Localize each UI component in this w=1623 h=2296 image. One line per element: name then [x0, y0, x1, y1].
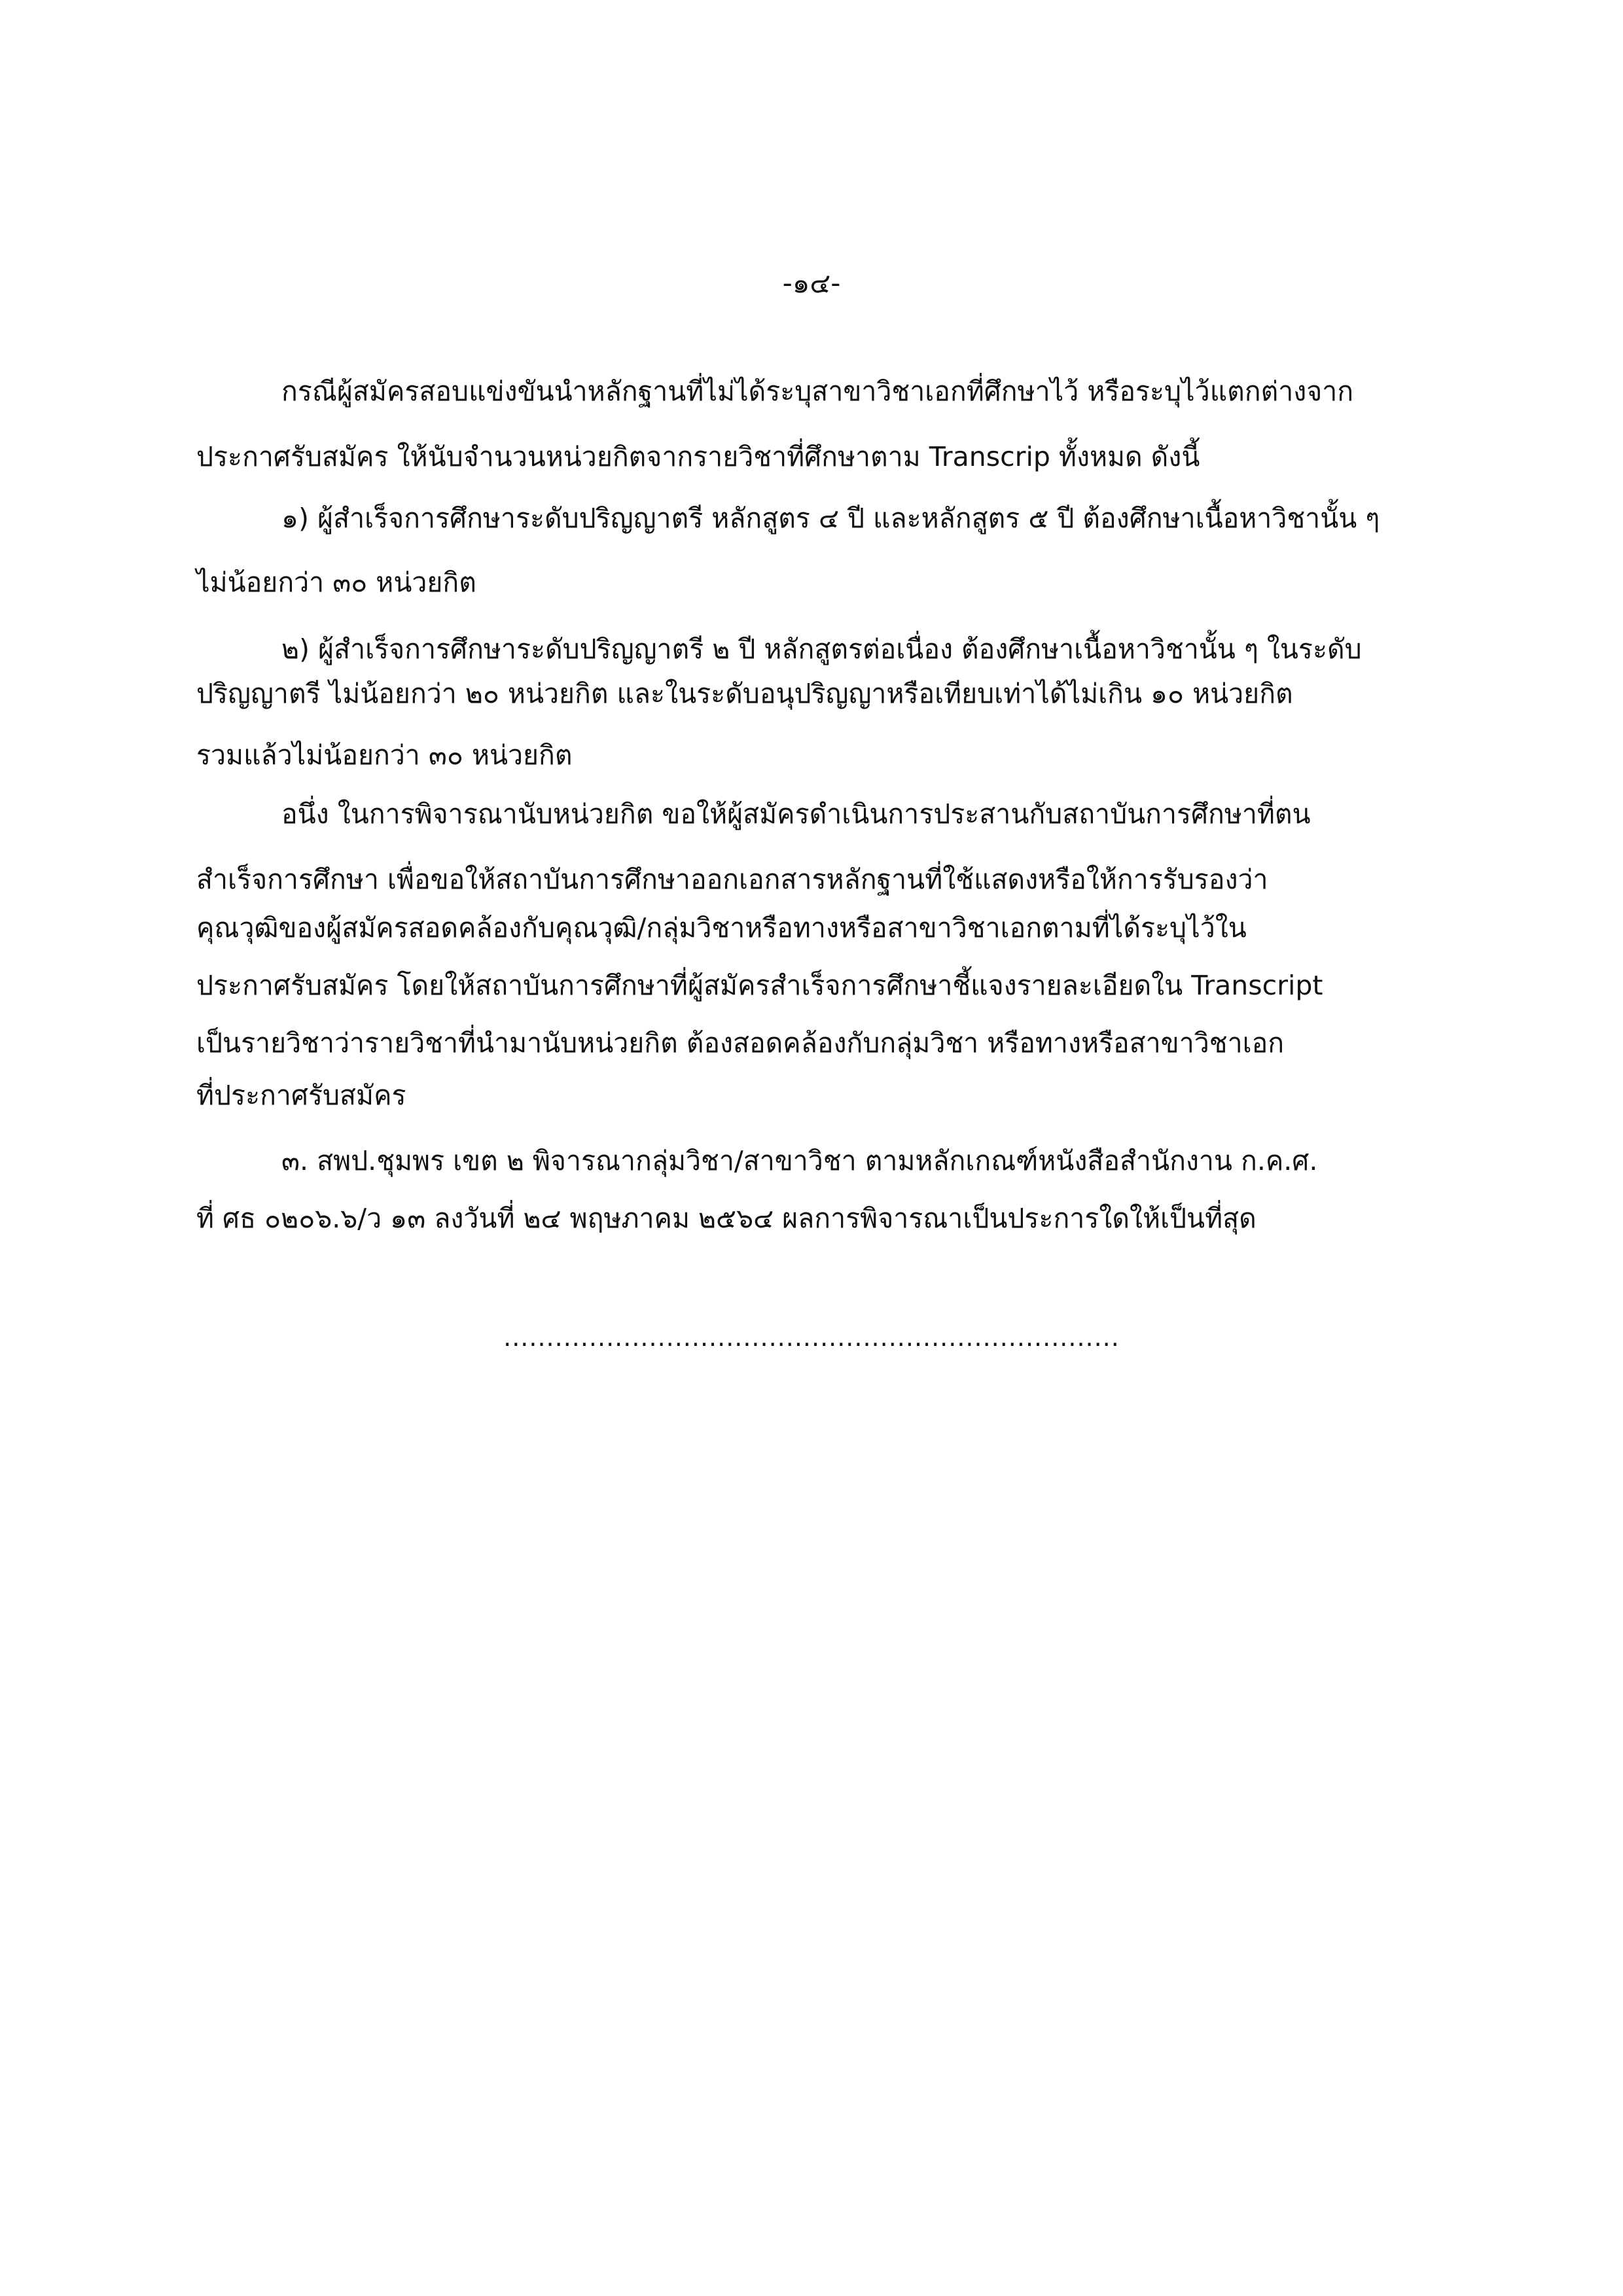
paragraph-line-1: กรณีผู้สมัครสอบแข่งขันนำหลักฐานที่ไม่ได้ระบุสาขาวิชาเอกที่ศึกษาไว้ หรือระบุไว้แตกต่างจาก — [281, 376, 1354, 407]
end-divider: ........................................................................ — [503, 1323, 1120, 1352]
paragraph-line-2: ประกาศรับสมัคร ให้นับจำนวนหน่วยกิตจากรายวิชาที่ศึกษาตาม Transcrip ทั้งหมด ดังนี้ — [196, 441, 1200, 472]
paragraph-line-5: ๒) ผู้สำเร็จการศึกษาระดับปริญญาตรี ๒ ปี หลักสูตรต่อเนื่อง ต้องศึกษาเนื้อหาวิชานั้น ๆ ในระดับ — [281, 633, 1362, 665]
paragraph-line-9: สำเร็จการศึกษา เพื่อขอให้สถาบันการศึกษาออกเอกสารหลักฐานที่ใช้แสดงหรือให้การรับรองว่า — [196, 864, 1268, 895]
paragraph-line-12: เป็นรายวิชาว่ารายวิชาที่นำมานับหน่วยกิต ต้องสอดคล้องกับกลุ่มวิชา หรือทางหรือสาขาวิชาเอก — [196, 1027, 1285, 1059]
paragraph-line-11: ประกาศรับสมัคร โดยให้สถาบันการศึกษาที่ผู้สมัครสำเร็จการศึกษาชี้แจงรายละเอียดใน Transcript — [196, 970, 1323, 1001]
paragraph-line-10: คุณวุฒิของผู้สมัครสอดคล้องกับคุณวุฒิ/กลุ่มวิชาหรือทางหรือสาขาวิชาเอกตามที่ได้ระบุไว้ใน — [196, 912, 1247, 944]
paragraph-line-15: ที่ ศธ ๐๒๐๖.๖/ว ๑๓ ลงวันที่ ๒๔ พฤษภาคม ๒๕๖๔ ผลการพิจารณาเป็นประการใดให้เป็นที่สุด — [196, 1203, 1257, 1234]
paragraph-line-8: อนึ่ง ในการพิจารณานับหน่วยกิต ขอให้ผู้สมัครดำเนินการประสานกับสถาบันการศึกษาที่ตน — [281, 798, 1311, 830]
paragraph-line-3: ๑) ผู้สำเร็จการศึกษาระดับปริญญาตรี หลักสูตร ๔ ปี และหลักสูตร ๕ ปี ต้องศึกษาเนื้อหาวิชานั้น ๆ — [281, 503, 1380, 534]
paragraph-line-13: ที่ประกาศรับสมัคร — [196, 1080, 406, 1111]
paragraph-line-6: ปริญญาตรี ไม่น้อยกว่า ๒๐ หน่วยกิต และในระดับอนุปริญญาหรือเทียบเท่าได้ไม่เกิน ๑๐ หน่วยกิต — [196, 678, 1293, 709]
paragraph-line-14: ๓. สพป.ชุมพร เขต ๒ พิจารณากลุ่มวิชา/สาขาวิชา ตามหลักเกณฑ์หนังสือสำนักงาน ก.ค.ศ. — [281, 1145, 1318, 1176]
paragraph-line-4: ไม่น้อยกว่า ๓๐ หน่วยกิต — [196, 567, 476, 598]
paragraph-line-7: รวมแล้วไม่น้อยกว่า ๓๐ หน่วยกิต — [196, 739, 573, 771]
page-number: -๑๔- — [782, 267, 841, 299]
